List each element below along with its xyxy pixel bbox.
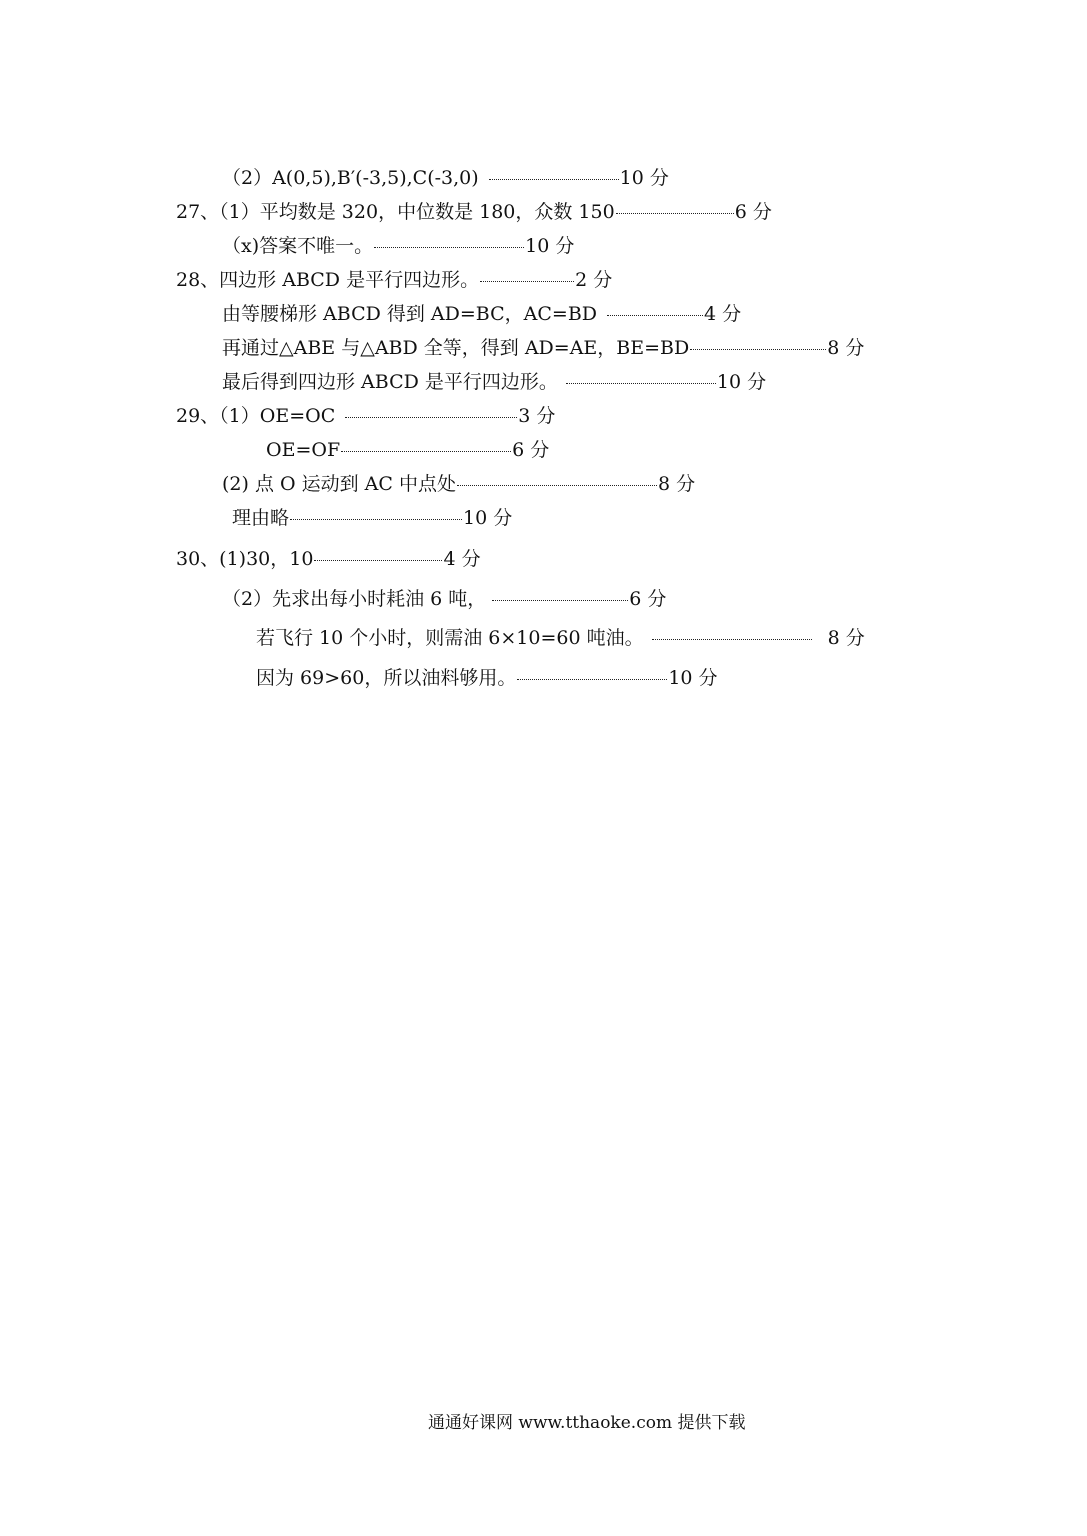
- dotted-leader: [616, 213, 734, 214]
- score-label: 4 分: [443, 548, 481, 570]
- answer-line-29-reason: [232, 504, 512, 532]
- dotted-leader: [492, 600, 628, 601]
- answer-text: （2）先求出每小时耗油 6 吨，: [222, 588, 487, 610]
- score-label: 4 分: [704, 303, 742, 325]
- dotted-leader: [566, 383, 716, 384]
- score-label: 8 分: [827, 627, 865, 649]
- answer-line-28-b: [222, 300, 741, 328]
- score-label: 10 分: [525, 235, 575, 257]
- answer-line-27-x: [222, 232, 574, 260]
- score-label: 10 分: [463, 507, 513, 529]
- answer-line-27-1: [176, 198, 772, 226]
- score-label: 3 分: [518, 405, 556, 427]
- dotted-leader: [374, 247, 524, 248]
- answer-line-30-1: [176, 545, 481, 573]
- answer-text: OE=OF: [266, 439, 341, 461]
- score-label: 10 分: [668, 667, 718, 689]
- answer-text: 因为 69>60，所以油料够用。: [256, 667, 517, 689]
- answer-line-28-c: [222, 334, 864, 362]
- answer-text: 再通过△ABE 与△ABD 全等，得到 AD=AE，BE=BD: [222, 337, 690, 359]
- score-label: 2 分: [575, 269, 613, 291]
- answer-line-29-1a: [176, 402, 555, 430]
- dotted-leader: [480, 281, 574, 282]
- answer-line-30-2a: [222, 585, 666, 613]
- answer-line-29-2: [222, 470, 695, 498]
- answer-text: 最后得到四边形 ABCD 是平行四边形。: [222, 371, 558, 393]
- answer-text: （2）A(0,5),B′(-3,5),C(-3,0): [222, 167, 479, 189]
- answer-line-28-d: [222, 368, 766, 396]
- answer-text: 若飞行 10 个小时，则需油 6×10=60 吨油。: [256, 627, 644, 649]
- dotted-leader: [341, 451, 511, 452]
- score-label: 10 分: [619, 167, 669, 189]
- answer-line-29-1b: [266, 436, 549, 464]
- dotted-leader: [690, 349, 826, 350]
- dotted-leader: [314, 560, 442, 561]
- score-label: 10 分: [716, 371, 767, 393]
- score-label: 6 分: [512, 439, 550, 461]
- score-label: 6 分: [629, 588, 667, 610]
- dotted-leader: [652, 639, 812, 640]
- score-label: 6 分: [734, 201, 772, 223]
- dotted-leader: [489, 179, 619, 180]
- answer-text: 29、（1）OE=OC: [176, 405, 336, 427]
- answer-text: （x)答案不唯一。: [222, 235, 374, 257]
- answer-text: (2) 点 O 运动到 AC 中点处: [222, 473, 456, 495]
- dotted-leader: [607, 315, 703, 316]
- dotted-leader: [517, 679, 667, 680]
- score-label: 8 分: [657, 473, 696, 495]
- answer-text: 30、(1)30，10: [176, 548, 314, 570]
- score-label: 8 分: [827, 337, 865, 359]
- answer-text: 27、（1）平均数是 320，中位数是 180，众数 150: [176, 201, 615, 223]
- answer-text: 由等腰梯形 ABCD 得到 AD=BC，AC=BD: [222, 303, 598, 325]
- answer-text: 理由略: [232, 507, 290, 529]
- answer-text: 28、四边形 ABCD 是平行四边形。: [176, 269, 480, 291]
- page-footer: 通通好课网 www.tthaoke.com 提供下载: [428, 1413, 746, 1433]
- dotted-leader: [457, 485, 657, 486]
- answer-line-30-2b: [256, 624, 865, 652]
- answer-line-30-2c: [256, 664, 718, 692]
- answer-line-28-a: [176, 266, 612, 294]
- dotted-leader: [345, 417, 517, 418]
- answer-line-26-2: [222, 164, 669, 192]
- dotted-leader: [290, 519, 462, 520]
